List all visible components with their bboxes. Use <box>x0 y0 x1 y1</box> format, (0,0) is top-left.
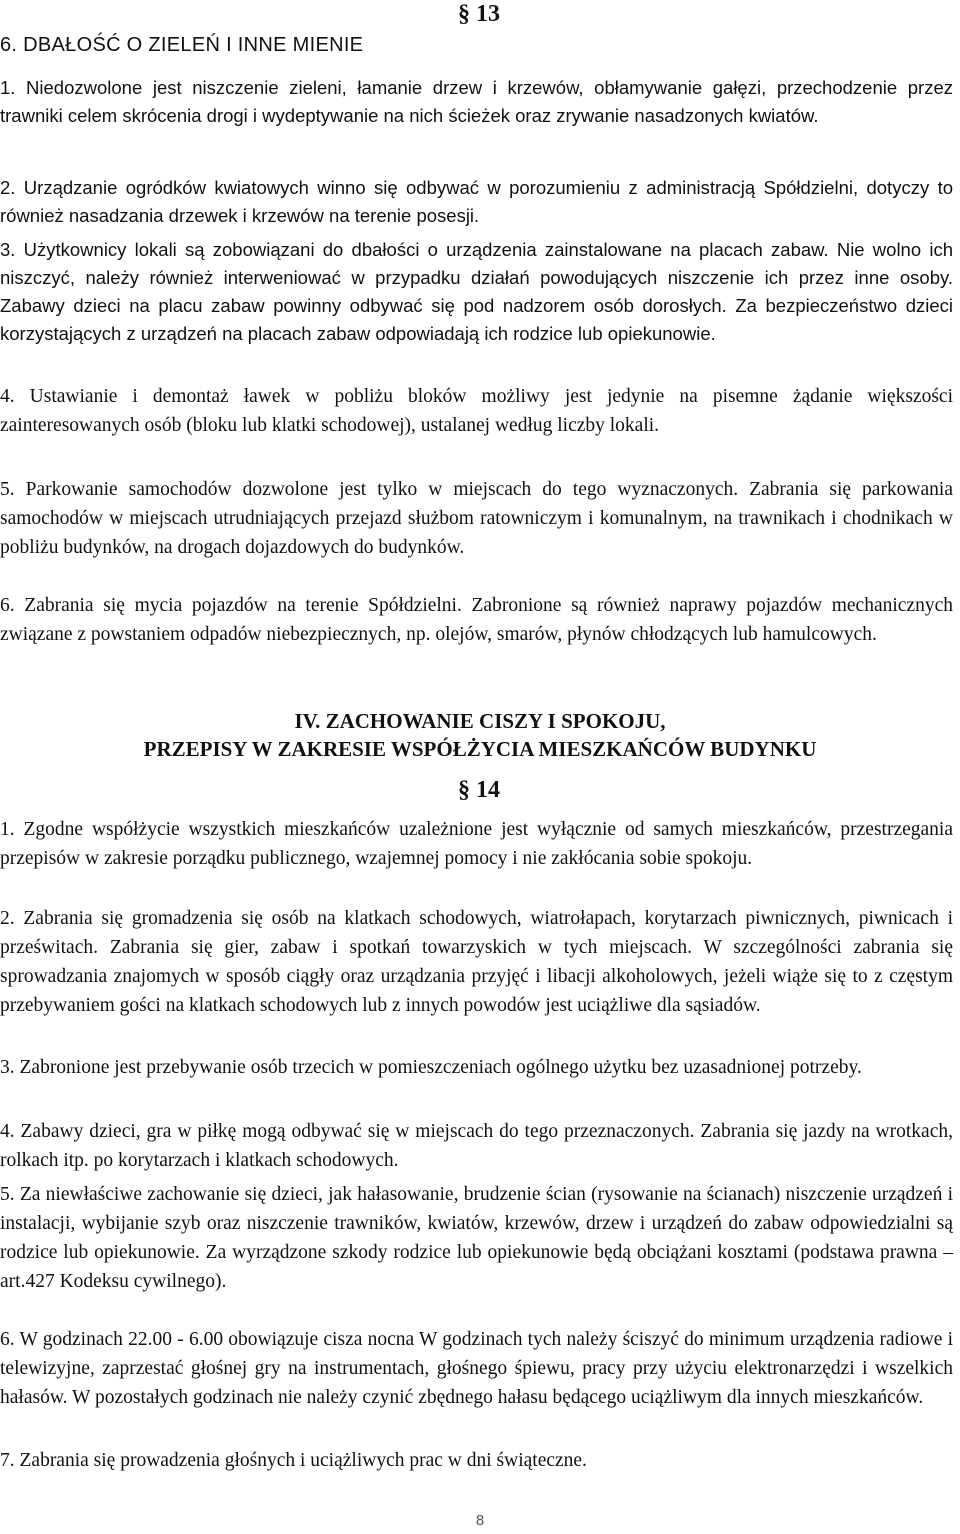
page-number: 8 <box>475 1512 485 1529</box>
paragraph-14-2: 2. Zabrania się gromadzenia się osób na klatkach schodowych, wiatrołapach, korytarzach piwnicznych, piwnicach i prześwitach. Zabrania się gier, zabaw i spotkań towarzyskich w tych miejscach. W szczególności zabrania się sprowadzania znajomych w sposób ciągły oraz urządzania przyjęć i libacji alkoholowych, jeżeli wiąże się to z częstym przebywaniem gości na klatkach schodowych lub z innych powodów jest uciążliwe dla sąsiadów. <box>0 908 953 1016</box>
paragraph-13-6: 6. Zabrania się mycia pojazdów na terenie Spółdzielni. Zabronione są również naprawy pojazdów mechanicznych związane z powstaniem odpadów niebezpiecznych, np. olejów, smarów, płynów chłodzących lub hamulcowych. <box>0 595 953 645</box>
paragraph-14-3: 3. Zabronione jest przebywanie osób trzecich w pomieszczeniach ogólnego użytku bez uzasadnionej potrzeby. <box>0 1057 862 1078</box>
section-number-14: § 14 <box>458 777 500 803</box>
chapter-title-line-1: IV. ZACHOWANIE CISZY I SPOKOJU, <box>294 709 666 733</box>
paragraph-13-2: 2. Urządzanie ogródków kwiatowych winno się odbywać w porozumieniu z administracją Spółdzielni, dotyczy to również nasadzania drzewek i krzewów na terenie posesji. <box>0 177 953 226</box>
subsection-heading: 6. DBAŁOŚĆ O ZIELEŃ I INNE MIENIE <box>0 34 364 56</box>
paragraph-14-1: 1. Zgodne współżycie wszystkich mieszkańców uzależnione jest wyłącznie od samych mieszkańców, przestrzegania przepisów w zakresie porządku publicznego, wzajemnej pomocy i nie zakłócania sobie spokoju. <box>0 819 953 869</box>
paragraph-13-5: 5. Parkowanie samochodów dozwolone jest tylko w miejscach do tego wyznaczonych. Zabrania się parkowania samochodów w miejscach utrudniających przejazd służbom ratowniczym i komunalnym, na trawnikach i chodnikach w pobliżu budynków, na drogach dojazdowych do budynków. <box>0 479 953 558</box>
paragraph-14-7: 7. Zabrania się prowadzenia głośnych i uciążliwych prac w dni świąteczne. <box>0 1450 587 1471</box>
paragraph-13-4: 4. Ustawianie i demontaż ławek w pobliżu bloków możliwy jest jedynie na pisemne żądanie większości zainteresowanych osób (bloku lub klatki schodowej), ustalanej według liczby lokali. <box>0 386 953 436</box>
paragraph-14-6: 6. W godzinach 22.00 - 6.00 obowiązuje cisza nocna W godzinach tych należy ściszyć do minimum urządzenia radiowe i telewizyjne, zaprzestać głośnej gry na instrumentach, głośnego śpiewu, pracy przy użyciu elektronarzędzi i wszelkich hałasów. W pozostałych godzinach nie należy czynić zbędnego hałasu będącego uciążliwym dla innych mieszkańców. <box>0 1329 953 1408</box>
paragraph-14-4: 4. Zabawy dzieci, gra w piłkę mogą odbywać się w miejscach do tego przeznaczonych. Zabrania się jazdy na wrotkach, rolkach itp. po korytarzach i klatkach schodowych. <box>0 1121 953 1171</box>
paragraph-13-3: 3. Użytkownicy lokali są zobowiązani do dbałości o urządzenia zainstalowane na placach zabaw. Nie wolno ich niszczyć, należy również interweniować w przypadku działań powodujących niszczenie ich przez inne osoby. Zabawy dzieci na placu zabaw powinny odbywać się pod nadzorem osób dorosłych. Za bezpieczeństwo dzieci korzystających z urządzeń na placach zabaw odpowiadają ich rodzice lub opiekunowie. <box>0 239 953 344</box>
chapter-title-line-2: PRZEPISY W ZAKRESIE WSPÓŁŻYCIA MIESZKAŃCÓW BUDYNKU <box>143 737 817 761</box>
section-number-13: § 13 <box>458 1 500 27</box>
paragraph-13-1: 1. Niedozwolone jest niszczenie zieleni, łamanie drzew i krzewów, obłamywanie gałęzi, przechodzenie przez trawniki celem skrócenia drogi i wydeptywanie na nich ścieżek oraz zrywanie nasadzonych kwiatów. <box>0 77 953 126</box>
paragraph-14-5: 5. Za niewłaściwe zachowanie się dzieci, jak hałasowanie, brudzenie ścian (rysowanie na ścianach) niszczenie urządzeń i instalacji, wybijanie szyb oraz niszczenie trawników, kwiatów, krzewów, drzew i urządzeń do zabaw odpowiedzialni są rodzice lub opiekunowie. Za wyrządzone szkody rodzice lub opiekunowie będą obciążani kosztami (podstawa prawna – art.427 Kodeksu cywilnego). <box>0 1184 953 1292</box>
